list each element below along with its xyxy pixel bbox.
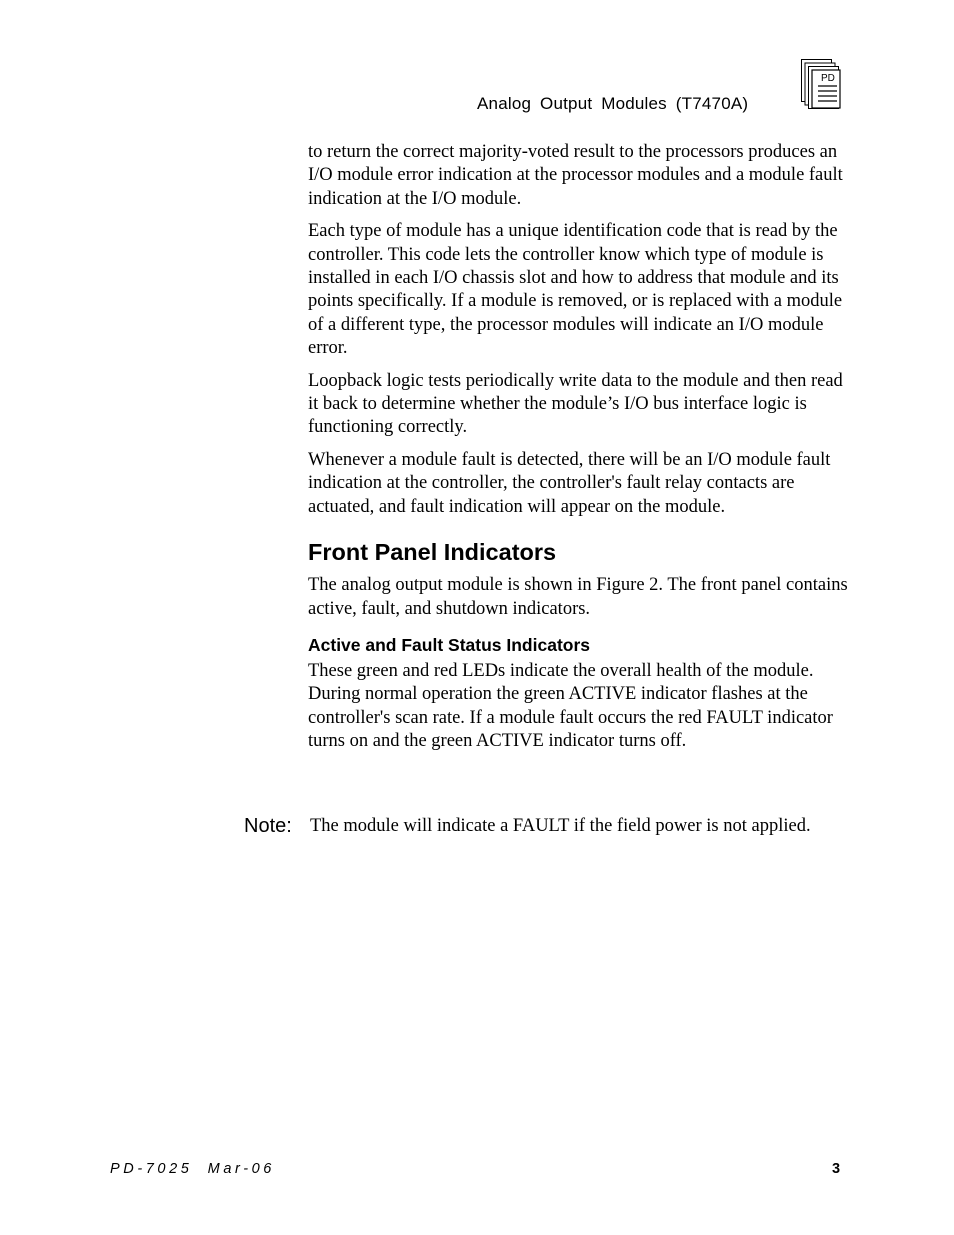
note-label: Note: xyxy=(244,815,292,837)
body-paragraph: to return the correct majority-voted result to the processors produces an I/O module error indication at the processor modules and a module fault indication at the I/O module. xyxy=(308,142,843,209)
sub-paragraph: These green and red LEDs indicate the overall health of the module. During normal operation the green ACTIVE indicator flashes at the controller's scan rate. If a module fault occurs the red FAULT indicator turns on and the green ACTIVE indicator turns off. xyxy=(308,660,833,752)
body-paragraph: Each type of module has a unique identification code that is read by the controller. This code lets the controller know which type of module is installed in each I/O chassis slot and how to address that module and its points specifically. If a module is removed, or is replaced with a module of a different type, the processor modules will indicate an I/O module error. xyxy=(308,221,843,359)
note-text: The module will indicate a FAULT if the field power is not applied. xyxy=(310,816,811,836)
body-paragraph: Whenever a module fault is detected, there will be an I/O module fault indication at the controller, the controller's fault relay contacts are actuated, and fault indication will appear on the module. xyxy=(308,449,831,517)
body-column xyxy=(308,141,848,763)
section-heading: Front Panel Indicators xyxy=(308,539,557,566)
pd-document-stack-icon xyxy=(800,58,844,112)
pd-icon-label: PD xyxy=(821,73,835,84)
sub-heading: Active and Fault Status Indicators xyxy=(308,634,590,655)
footer-doc-id: PD-7025 Mar-06 xyxy=(110,1161,275,1177)
body-paragraph: Loopback logic tests periodically write data to the module and then read it back to determine whether the module’s I/O bus interface logic is functioning correctly. xyxy=(308,370,843,438)
header-title: Analog Output Modules (T7470A) xyxy=(477,94,749,113)
footer-page-number: 3 xyxy=(832,1161,841,1177)
section-intro: The analog output module is shown in Figure 2. The front panel contains active, fault, and shutdown indicators. xyxy=(308,575,848,619)
